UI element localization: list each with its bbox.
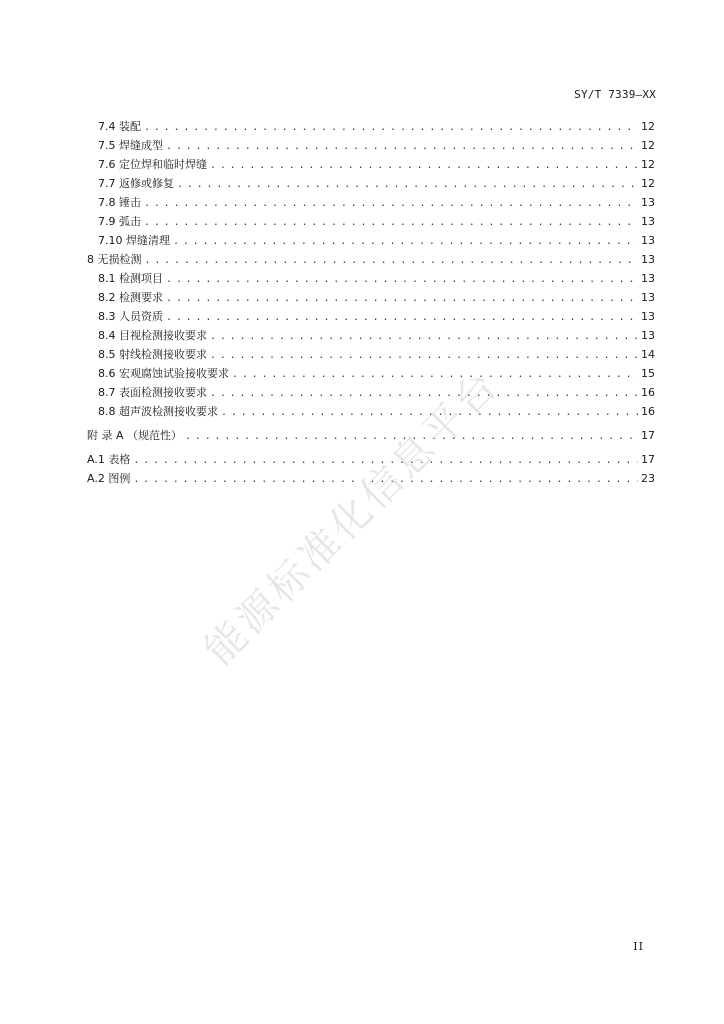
toc-entry-page: 13 <box>641 329 655 342</box>
toc-leader-dots <box>166 308 638 327</box>
toc-leader-dots <box>144 194 638 213</box>
toc-entry-page: 15 <box>641 367 655 380</box>
toc-entry[interactable] <box>87 402 655 421</box>
toc-entry-label: 8.6 宏观腐蚀试验接收要求 <box>98 367 229 380</box>
toc-leader-dots <box>133 470 638 489</box>
toc-leader-dots <box>210 384 638 403</box>
toc-entry-a2[interactable] <box>87 469 655 488</box>
toc-entry-annex-a[interactable] <box>87 426 655 445</box>
toc-entry-label: 8.1 检测项目 <box>98 272 163 285</box>
toc-entry-label: 7.4 装配 <box>98 120 141 133</box>
toc-leader-dots <box>144 118 638 137</box>
toc-entry[interactable] <box>87 117 655 136</box>
toc-entry-page: 13 <box>641 215 655 228</box>
toc-entry-page: 17 <box>641 429 655 442</box>
toc-entry-label: 8.5 射线检测接收要求 <box>98 348 207 361</box>
toc-leader-dots <box>166 137 638 156</box>
toc-entry-page: 13 <box>641 253 655 266</box>
toc-entry[interactable] <box>87 288 655 307</box>
toc-entry-label: 7.9 弧击 <box>98 215 141 228</box>
watermark-text: 能源标准化信息平台 <box>196 361 509 674</box>
toc-leader-dots <box>221 403 638 422</box>
toc-entry[interactable] <box>87 155 655 174</box>
toc-leader-dots <box>173 232 638 251</box>
toc-entry-page: 13 <box>641 196 655 209</box>
toc-leader-dots <box>166 289 638 308</box>
toc-leader-dots <box>133 451 638 470</box>
toc-entry[interactable] <box>87 364 655 383</box>
toc-leader-dots <box>145 251 639 270</box>
toc-entry[interactable] <box>87 345 655 364</box>
toc-leader-dots <box>210 156 638 175</box>
toc-entry-page: 12 <box>641 158 655 171</box>
toc-leader-dots <box>166 270 638 289</box>
toc-entry-a1[interactable] <box>87 450 655 469</box>
toc-entry[interactable] <box>87 383 655 402</box>
toc-entry[interactable] <box>87 231 655 250</box>
toc-entry-label: 附 录 A （规范性） <box>87 429 183 442</box>
toc-entry-label: 8.8 超声波检测接收要求 <box>98 405 218 418</box>
toc-main-entries <box>87 117 655 421</box>
table-of-contents <box>87 117 655 488</box>
toc-entry[interactable] <box>87 193 655 212</box>
page-number: II <box>633 940 644 953</box>
toc-entry-label: A.2 图例 <box>87 472 131 485</box>
toc-entry-label: 8.2 检测要求 <box>98 291 163 304</box>
toc-entry-page: 12 <box>641 139 655 152</box>
toc-entry-page: 12 <box>641 177 655 190</box>
toc-leader-dots <box>177 175 638 194</box>
toc-entry-label: 7.5 焊缝成型 <box>98 139 163 152</box>
toc-entry-label: 7.10 焊缝清理 <box>98 234 170 247</box>
toc-entry-label: 7.6 定位焊和临时焊缝 <box>98 158 207 171</box>
toc-leader-dots <box>185 427 638 446</box>
toc-entry[interactable] <box>87 136 655 155</box>
toc-leader-dots <box>232 365 638 384</box>
toc-entry-page: 13 <box>641 234 655 247</box>
toc-entry-page: 13 <box>641 291 655 304</box>
toc-entry-page: 16 <box>641 405 655 418</box>
toc-entry[interactable] <box>87 269 655 288</box>
toc-entry-page: 23 <box>641 472 655 485</box>
toc-entry-label: 7.7 返修或修复 <box>98 177 174 190</box>
toc-entry-label: 8.7 表面检测接收要求 <box>98 386 207 399</box>
toc-entry-page: 17 <box>641 453 655 466</box>
toc-entry-page: 13 <box>641 310 655 323</box>
toc-entry[interactable] <box>87 307 655 326</box>
toc-entry-label: 7.8 锤击 <box>98 196 141 209</box>
toc-entry-label: 8.3 人员资质 <box>98 310 163 323</box>
toc-entry-label: 8.4 目视检测接收要求 <box>98 329 207 342</box>
toc-entry-label: 8 无损检测 <box>87 253 142 266</box>
toc-leader-dots <box>210 327 638 346</box>
toc-entry[interactable] <box>87 212 655 231</box>
toc-entry-page: 14 <box>641 348 655 361</box>
toc-entry[interactable] <box>87 174 655 193</box>
toc-entry[interactable] <box>87 326 655 345</box>
toc-leader-dots <box>144 213 638 232</box>
toc-leader-dots <box>210 346 638 365</box>
document-code: SY/T 7339—XX <box>574 88 656 101</box>
toc-entry-page: 16 <box>641 386 655 399</box>
toc-entry-page: 12 <box>641 120 655 133</box>
toc-entry-label: A.1 表格 <box>87 453 131 466</box>
toc-entry[interactable] <box>87 250 655 269</box>
toc-entry-page: 13 <box>641 272 655 285</box>
